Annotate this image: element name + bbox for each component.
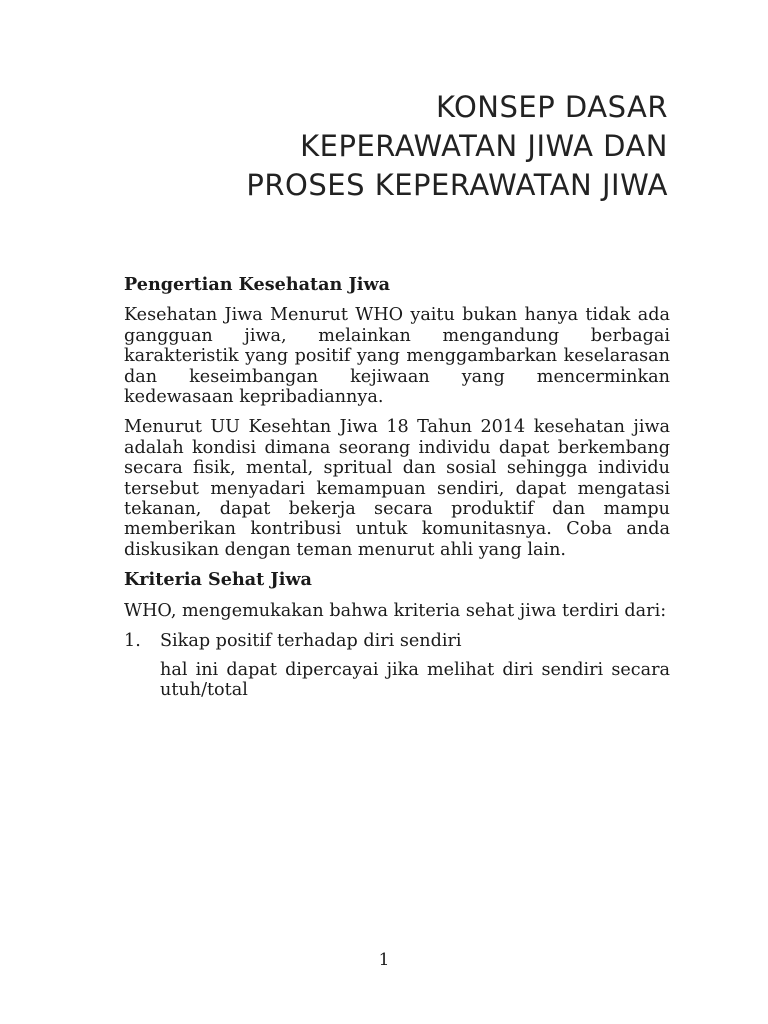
page-number: 1	[378, 950, 390, 970]
chapter-title	[246, 88, 668, 205]
paragraph-kriteria-intro: WHO, mengemukakan bahwa kriteria sehat jiwa terdiri dari:	[124, 600, 667, 621]
paragraph-who-definition: Kesehatan Jiwa Menurut WHO yaitu bukan hanya tidak ada gangguan jiwa, melainkan mengandung berbagai karakteristik yang positif yang menggambarkan keselarasan dan keseimbangan kejiwaan yang mencerminkan kedewasaan kepribadiannya.	[124, 305, 670, 408]
list-item-number: 1.	[124, 631, 141, 652]
paragraph-uu-definition: Menurut UU Kesehtan Jiwa 18 Tahun 2014 kesehatan jiwa adalah kondisi dimana seorang individu dapat berkembang secara fisik, mental, spritual dan sosial sehingga individu tersebut menyadari kemampuan sendiri, dapat mengatasi tekanan, dapat bekerja secara produktif dan mampu memberikan kontribusi untuk komunitasnya. Coba anda diskusikan dengan teman menurut ahli yang lain.	[124, 417, 670, 560]
chapter-title-line-3: PROSES KEPERAWATAN JIWA	[246, 168, 668, 202]
list-item	[124, 631, 670, 651]
section-heading-kriteria: Kriteria Sehat Jiwa	[124, 569, 312, 591]
list-item-text: Sikap positif terhadap diri sendiri	[160, 631, 462, 652]
chapter-title-line-2: KEPERAWATAN JIWA DAN	[300, 129, 668, 163]
body-content	[124, 275, 670, 710]
chapter-title-line-1: KONSEP DASAR	[436, 90, 668, 124]
list-item-detail: hal ini dapat dipercayai jika melihat diri sendiri secara utuh/total	[160, 659, 670, 700]
section-heading-pengertian: Pengertian Kesehatan Jiwa	[124, 274, 391, 295]
